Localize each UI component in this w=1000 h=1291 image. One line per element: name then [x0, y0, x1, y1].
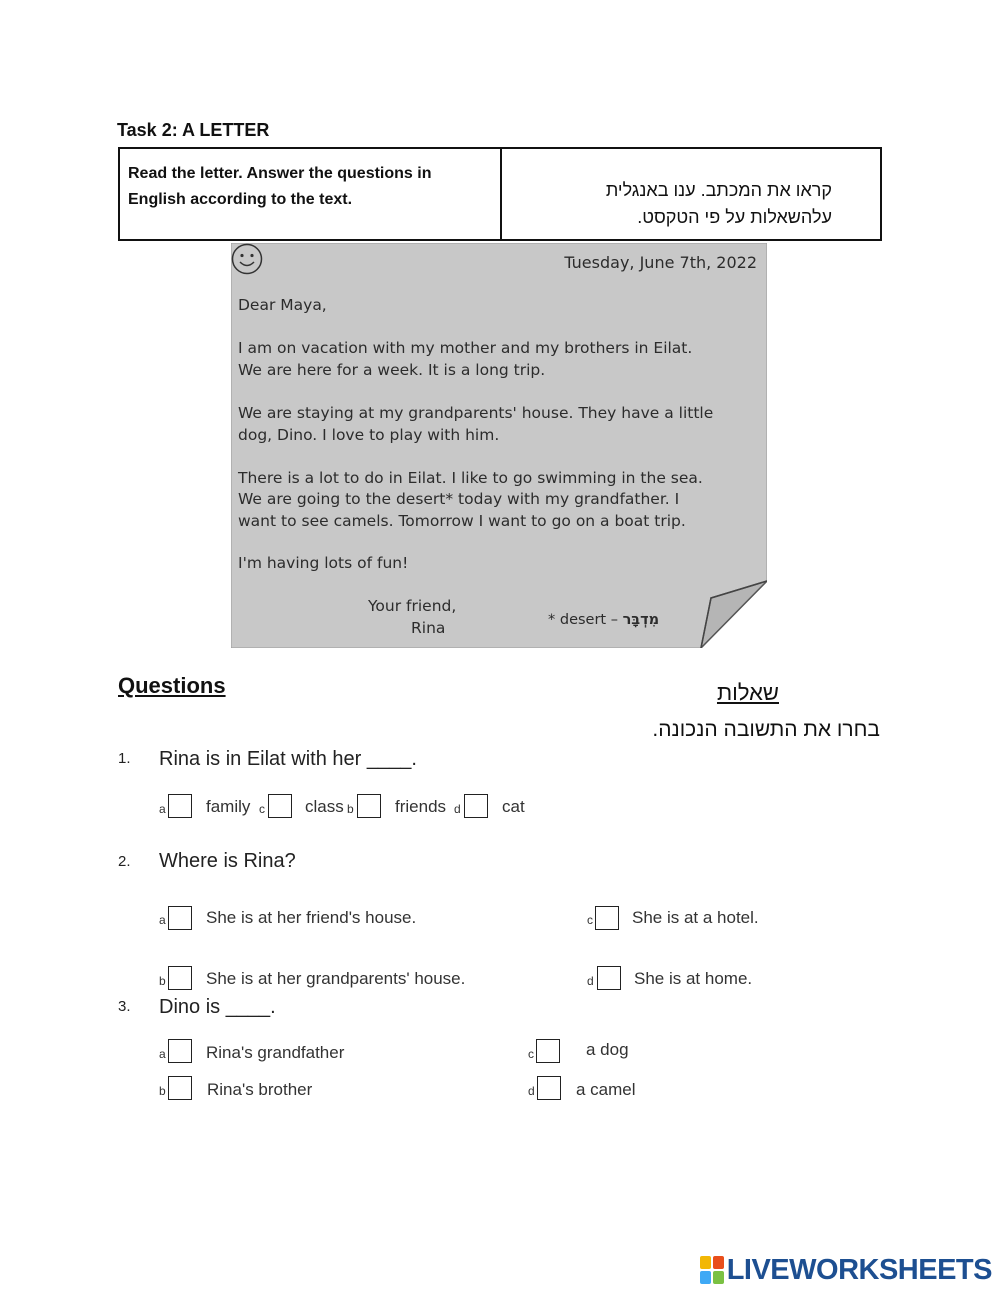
letter-line: We are here for a week. It is a long trip. [238, 361, 546, 379]
option-letter: c [587, 913, 593, 927]
instructions-hebrew-line-1: קראו את המכתב. ענו באנגלית [605, 180, 832, 200]
answer-checkbox[interactable] [268, 794, 292, 818]
answer-checkbox[interactable] [168, 794, 192, 818]
option-text: class [305, 797, 344, 816]
answer-checkbox[interactable] [168, 1076, 192, 1100]
liveworksheets-logo [700, 1255, 992, 1285]
answer-checkbox[interactable] [168, 1039, 192, 1063]
answer-checkbox[interactable] [597, 966, 621, 990]
option-letter: b [159, 974, 166, 988]
option-text: a camel [576, 1080, 636, 1099]
option-letter: d [454, 802, 461, 816]
letter-line: dog, Dino. I love to play with him. [238, 426, 500, 444]
question-number: 3. [118, 998, 131, 1015]
question-number: 1. [118, 750, 131, 767]
liveworksheets-blocks-icon [700, 1256, 724, 1284]
answer-checkbox[interactable] [168, 906, 192, 930]
answer-checkbox[interactable] [536, 1039, 560, 1063]
question-number: 2. [118, 853, 131, 870]
letter-line: want to see camels. Tomorrow I want to go on a boat trip. [238, 512, 686, 530]
answer-checkbox[interactable] [357, 794, 381, 818]
letter-greeting: Dear Maya, [238, 296, 327, 314]
instructions-table [118, 147, 882, 241]
instructions-hebrew-line-2: עלהשאלות על פי הטקסט. [637, 207, 832, 227]
answer-checkbox[interactable] [168, 966, 192, 990]
option-letter: a [159, 802, 166, 816]
questions-instruction-hebrew: בחרו את התשובה הנכונה. [652, 718, 880, 741]
option-text: friends [395, 797, 447, 816]
instructions-english: Read the letter. Answer the questions in English according to the text. [120, 149, 502, 239]
option-text: family [206, 797, 251, 816]
letter-footnote [548, 609, 659, 631]
letter-paper [231, 243, 767, 648]
option-text: Rina's grandfather [206, 1043, 345, 1062]
question-text: Dino is ____. [159, 996, 276, 1018]
letter-line: I am on vacation with my mother and my brothers in Eilat. [238, 339, 693, 357]
option-text: cat [502, 797, 525, 816]
option-letter: a [159, 1047, 166, 1061]
option-text: She is at home. [634, 969, 753, 988]
letter-closing: Your friend, [368, 597, 457, 615]
letter-line: I'm having lots of fun! [238, 554, 409, 572]
answer-checkbox[interactable] [537, 1076, 561, 1100]
question-text: Where is Rina? [159, 850, 296, 872]
letter-line: There is a lot to do in Eilat. I like to go swimming in the sea. [238, 469, 703, 487]
option-letter: c [259, 802, 265, 816]
smiley-face-icon [231, 243, 263, 275]
answer-checkbox[interactable] [464, 794, 488, 818]
letter-line: We are staying at my grandparents' house. They have a little [238, 404, 714, 422]
questions-heading: Questions [118, 673, 226, 698]
option-letter: b [347, 802, 354, 816]
answer-checkbox[interactable] [595, 906, 619, 930]
option-text: She is at her friend's house. [206, 908, 417, 927]
question-text: Rina is in Eilat with her ____. [159, 748, 417, 770]
option-text: Rina's brother [207, 1080, 313, 1099]
option-letter: c [528, 1047, 534, 1061]
logo-text: LIVEWORKSHEETS [726, 1253, 992, 1286]
option-letter: d [528, 1084, 535, 1098]
option-letter: b [159, 1084, 166, 1098]
footnote-hebrew: מִדְבָּר [622, 612, 660, 628]
letter-line: We are going to the desert* today with my grandfather. I [238, 490, 680, 508]
letter-date: Tuesday, June 7th, 2022 [564, 253, 757, 272]
letter-signature: Rina [411, 619, 446, 637]
task-title: Task 2: A LETTER [117, 120, 270, 140]
option-text: a dog [586, 1040, 629, 1059]
footnote-english: * desert – [548, 612, 623, 628]
option-text: She is at her grandparents' house. [206, 969, 466, 988]
instructions-hebrew [502, 149, 880, 239]
questions-heading-hebrew: שאלות [716, 680, 779, 705]
option-text: She is at a hotel. [632, 908, 759, 927]
option-letter: a [159, 913, 166, 927]
option-letter: d [587, 974, 594, 988]
